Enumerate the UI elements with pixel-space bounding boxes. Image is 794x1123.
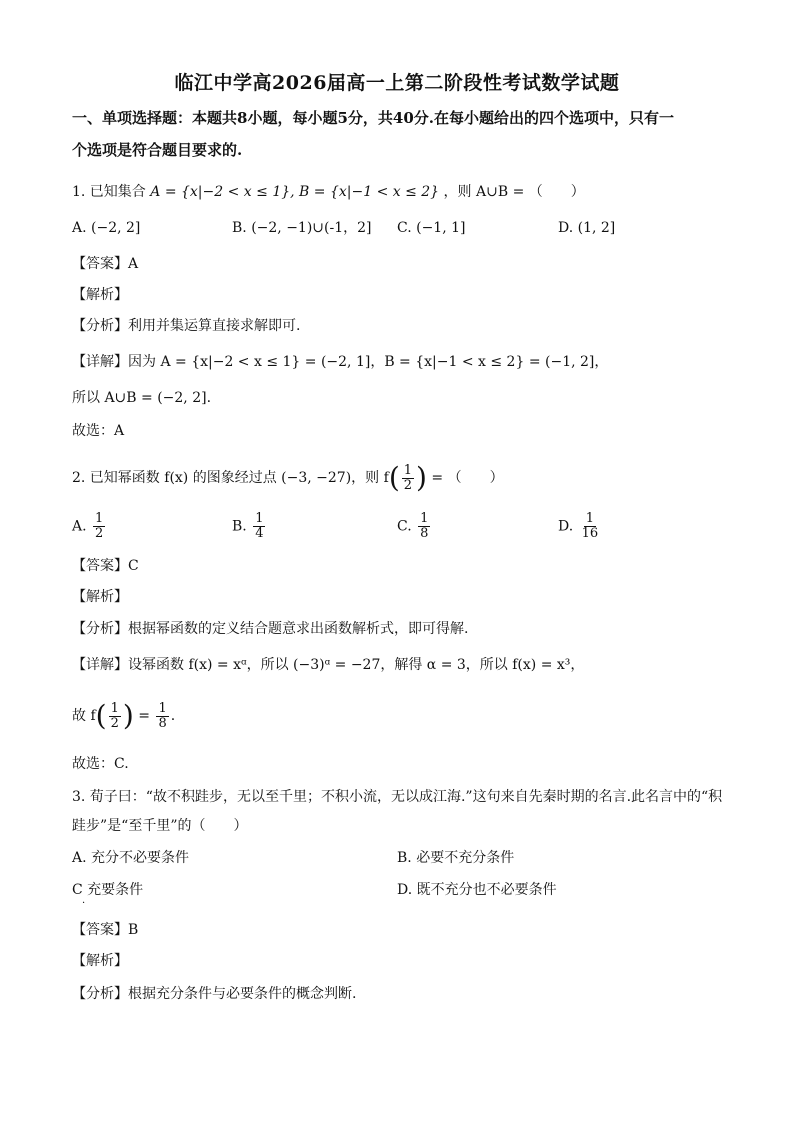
- option-fraction: [580, 512, 601, 541]
- q2-xiangjie: 【详解】设幂函数 f(x) = xᵅ，所以 (−3)ᵅ = −27，解得 α = 3，所以 f(x) = x³，: [72, 657, 585, 673]
- fraction-numerator: 1: [110, 700, 119, 716]
- q1-xiangjie: 【详解】因为 A = {x|−2 < x ≤ 1} = (−2, 1]，B = {x|−1 < x ≤ 2} = (−1, 2]，: [72, 354, 609, 370]
- q2-option-a: [72, 512, 107, 541]
- fraction-denominator: 2: [110, 715, 119, 731]
- fraction-denominator: 8: [420, 526, 429, 541]
- q2-stem-prefix: 2. 已知幂函数 f(x) 的图象经过点 (−3, −27)，则 f: [72, 470, 389, 486]
- fraction-numerator: 1: [585, 511, 595, 526]
- equals-sign: =: [133, 708, 155, 724]
- option-fraction: [253, 512, 265, 541]
- q1-stem-suffix: ，则 A∪B = （ ）: [443, 184, 585, 200]
- q3-stem-line2: 跬步”是“至千里”的（ ）: [72, 818, 248, 834]
- q1-stem: [72, 182, 585, 202]
- q3-jiexi: 【解析】: [72, 953, 128, 969]
- q2-stem-fraction: [402, 464, 414, 493]
- option-label: D.: [558, 518, 574, 535]
- q2-fenxi: 【分析】根据幂函数的定义结合题意求出函数解析式，即可得解.: [72, 621, 469, 637]
- option-fraction: [93, 512, 105, 541]
- fraction-denominator: 2: [95, 526, 104, 541]
- q3-stem-line1: 3. 荀子曰：“故不积跬步，无以至千里；不积小流，无以成江海.”这句来自先秦时期的名言.此名言中的“积: [72, 789, 723, 805]
- q3-option-a: A. 充分不必要条件: [72, 850, 190, 866]
- fraction-denominator: 16: [581, 526, 599, 541]
- q1-option-c: C. (−1, 1]: [397, 220, 466, 236]
- option-label: B.: [232, 518, 247, 535]
- q3-option-b: B. 必要不充分条件: [397, 850, 515, 866]
- q2-gu-fraction: [109, 702, 121, 731]
- fraction-numerator: 1: [158, 700, 167, 716]
- fraction-numerator: 1: [403, 462, 413, 478]
- fraction-numerator: 1: [95, 511, 104, 526]
- fraction-denominator: 2: [403, 477, 413, 493]
- q1-answer: 【答案】A: [72, 256, 139, 272]
- q2-conclusion: [72, 696, 175, 736]
- option-fraction: [418, 512, 430, 541]
- right-paren: ): [416, 461, 427, 494]
- fraction-denominator: 4: [255, 526, 264, 541]
- q2-stem: [72, 458, 504, 498]
- q2-jiexi: 【解析】: [72, 589, 128, 605]
- left-paren: (: [95, 699, 107, 732]
- q2-answer: 【答案】C: [72, 558, 139, 574]
- q1-sets: A = {x|−2 < x ≤ 1}, B = {x|−1 < x ≤ 2}: [150, 184, 440, 200]
- q1-guxuan: 故选：A: [72, 423, 125, 439]
- page-title: 临江中学高2026届高一上第二阶段性考试数学试题: [174, 72, 620, 94]
- fraction-denominator: 8: [158, 715, 167, 731]
- q3-option-d: D. 既不充分也不必要条件: [397, 882, 557, 898]
- option-label: A.: [72, 518, 87, 535]
- period: .: [170, 708, 176, 724]
- section-heading-cont: 个选项是符合题目要求的.: [72, 141, 243, 159]
- q2-option-c: [397, 512, 432, 541]
- q2-guxuan: 故选：C.: [72, 756, 129, 772]
- fraction-numerator: 1: [255, 511, 264, 526]
- left-paren: (: [388, 461, 400, 494]
- q2-option-b: [232, 512, 267, 541]
- q1-option-b: B. (−2, −1)∪(-1，2]: [232, 220, 372, 236]
- q3-fenxi: 【分析】根据充分条件与必要条件的概念判断.: [72, 986, 357, 1002]
- q2-gu-result-fraction: [156, 702, 168, 731]
- q1-stem-prefix: 1. 已知集合: [72, 184, 146, 200]
- q3-option-c: C 充要条件: [72, 882, 144, 898]
- fraction-numerator: 1: [420, 511, 429, 526]
- q2-gu-prefix: 故 f: [72, 708, 96, 724]
- q1-option-d: D. (1, 2]: [558, 220, 616, 236]
- right-paren: ): [122, 699, 134, 732]
- stray-dot: ·: [82, 898, 86, 909]
- q2-option-d: [558, 512, 602, 541]
- q1-suoyi: 所以 A∪B = (−2, 2].: [72, 390, 212, 406]
- q3-answer: 【答案】B: [72, 922, 139, 938]
- section-heading: 一、单项选择题：本题共8小题，每小题5分，共40分.在每小题给出的四个选项中，只有一: [72, 109, 674, 127]
- q1-fenxi: 【分析】利用并集运算直接求解即可.: [72, 318, 301, 334]
- q1-jiexi: 【解析】: [72, 287, 128, 303]
- option-label: C.: [397, 518, 412, 535]
- q1-option-a: A. (−2, 2]: [72, 220, 141, 236]
- q2-stem-suffix: = （ ）: [426, 470, 504, 486]
